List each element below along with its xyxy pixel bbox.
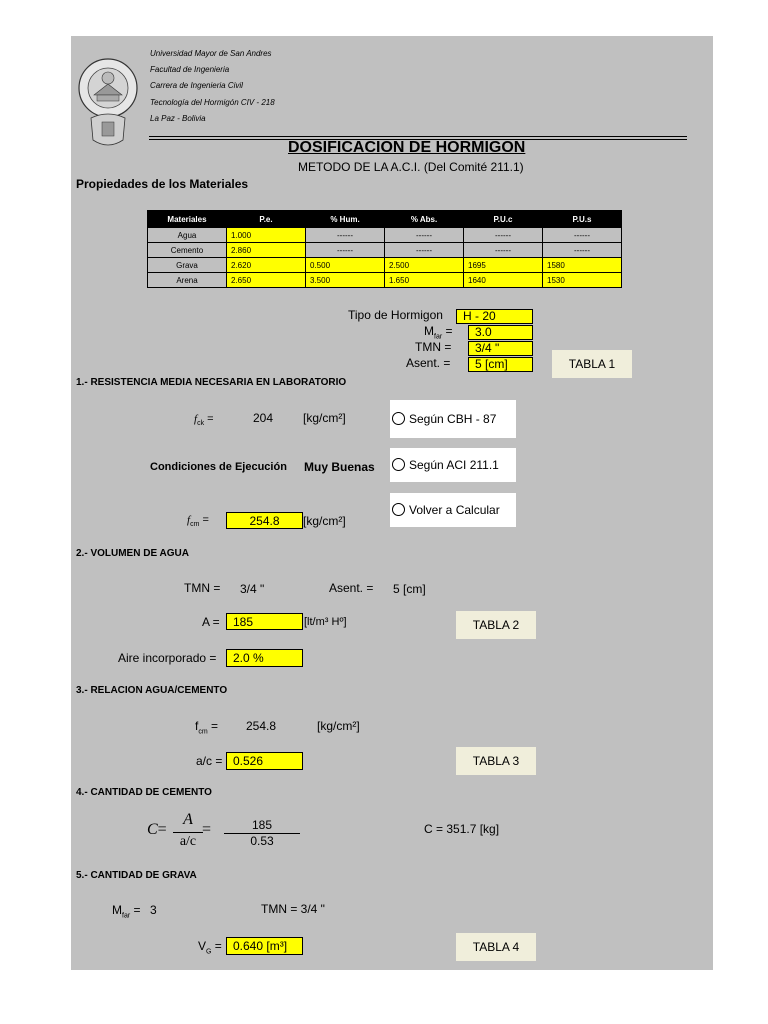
table-row [148, 228, 622, 243]
table-cell-input[interactable]: 1530 [543, 273, 622, 288]
asent-input[interactable]: 5 [cm] [468, 357, 533, 372]
header-line: Facultad de Ingenieria [150, 65, 230, 75]
tmn-label-2: TMN = [184, 581, 221, 595]
conditions-value: Muy Buenas [304, 460, 375, 474]
aire-value-box[interactable]: 2.0 % [226, 649, 303, 667]
fck-unit: [kg/cm²] [303, 411, 346, 425]
table-cell: ------ [385, 243, 464, 258]
tabla2-button[interactable]: TABLA 2 [456, 611, 536, 639]
formula-c: C= [147, 821, 167, 838]
tmn-input[interactable]: 3/4 " [468, 341, 533, 356]
a-value-box[interactable]: 185 [226, 613, 303, 630]
header-line: Universidad Mayor de San Andres [150, 49, 272, 58]
radio-circle-icon[interactable] [392, 503, 405, 516]
radio-circle-icon[interactable] [392, 412, 405, 425]
header-rule [149, 136, 687, 137]
aire-label: Aire incorporado = [118, 651, 217, 665]
table-cell: Arena [148, 273, 227, 288]
section3-heading: 3.- RELACION AGUA/CEMENTO [76, 685, 228, 696]
table-cell-input[interactable]: 2.500 [385, 258, 464, 273]
tabla3-button[interactable]: TABLA 3 [456, 747, 536, 775]
page-title: DOSIFICACION DE HORMIGON [288, 139, 526, 156]
table-cell-input[interactable]: 1695 [464, 258, 543, 273]
mfar-value-5: 3 [150, 903, 157, 917]
asent-value-2: 5 [cm] [393, 582, 426, 596]
mfar-input[interactable]: 3.0 [468, 325, 533, 340]
properties-heading: Propiedades de los Materiales [76, 177, 249, 191]
table-cell: Agua [148, 228, 227, 243]
radio-cbh87[interactable]: Según CBH - 87 [390, 400, 516, 438]
tmn-text-5: TMN = 3/4 " [261, 902, 325, 916]
asent-label-2: Asent. = [329, 581, 374, 595]
table-cell: Grava [148, 258, 227, 273]
section1-heading: 1.- RESISTENCIA MEDIA NECESARIA EN LABORATORIO [76, 377, 347, 388]
spreadsheet-sheet [71, 36, 713, 970]
table-cell-input[interactable]: 2.860 [227, 243, 306, 258]
vg-label: $V_G$ = [198, 939, 222, 956]
table-row [148, 273, 622, 288]
tabla1-button[interactable]: TABLA 1 [552, 350, 632, 378]
section2-heading: 2.- VOLUMEN DE AGUA [76, 548, 189, 559]
conditions-label: Condiciones de Ejecución [150, 461, 287, 473]
fck-value: 204 [253, 411, 274, 425]
ac-value-box[interactable]: 0.526 [226, 752, 303, 770]
table-cell-input[interactable]: 0.500 [306, 258, 385, 273]
table-cell-input[interactable]: 1.650 [385, 273, 464, 288]
mfar-label: $M_{far}$ = [424, 324, 453, 341]
table-cell-input[interactable]: 3.500 [306, 273, 385, 288]
radio-aci211[interactable]: Según ACI 211.1 [390, 448, 516, 482]
table-cell: ------ [543, 243, 622, 258]
a-unit: [lt/m³ Hº] [304, 616, 347, 628]
tmn-label: TMN = [415, 340, 452, 354]
section5-heading: 5.- CANTIDAD DE GRAVA [76, 870, 197, 881]
column-header: P.U.s [543, 211, 622, 228]
table-cell: ------ [306, 228, 385, 243]
fcm-unit-3: [kg/cm²] [317, 719, 360, 733]
table-cell-input[interactable]: 1580 [543, 258, 622, 273]
table-cell-input[interactable]: 2.650 [227, 273, 306, 288]
formula-eq2: = [202, 821, 212, 838]
table-cell: ------ [464, 243, 543, 258]
numerator-value: 185 [251, 818, 273, 832]
table-header-row [148, 211, 622, 228]
column-header: % Hum. [306, 211, 385, 228]
column-header: P.e. [227, 211, 306, 228]
denominator-value: 0.53 [250, 834, 274, 848]
radio-circle-icon[interactable] [392, 458, 405, 471]
university-seal-logo [77, 40, 139, 154]
materials-table [147, 210, 622, 288]
formula-numerator: A [183, 811, 193, 828]
header-line: La Paz - Bolivia [150, 113, 206, 123]
institution-header [150, 46, 275, 127]
fck-label: $f_{ck}$ = [194, 413, 214, 428]
radio-volver-calcular[interactable]: Volver a Calcular [390, 493, 516, 527]
tipo-hormigon-label: Tipo de Hormigon [348, 308, 443, 322]
column-header: Materiales [148, 211, 227, 228]
table-cell-input[interactable]: 1.000 [227, 228, 306, 243]
table-cell: ------ [385, 228, 464, 243]
fcm-label-3: $f_{cm}$ = [195, 719, 219, 736]
mfar-label-5: $M_{far}$ = [112, 903, 141, 920]
header-line: Tecnología del Hormigón CIV - 218 [150, 97, 275, 107]
asent-label: Asent. = [406, 356, 451, 370]
fcm-value-box[interactable]: 254.8 [226, 512, 303, 529]
formula-fraction-line [173, 832, 203, 833]
fcm-unit: [kg/cm²] [303, 514, 346, 528]
vg-value-box[interactable]: 0.640 [m³] [226, 937, 303, 955]
ac-label: a/c = [196, 754, 223, 768]
header-line: Carrera de Ingenieria Civil [150, 81, 243, 91]
tipo-hormigon-input[interactable]: H - 20 [456, 309, 533, 324]
tabla4-button[interactable]: TABLA 4 [456, 933, 536, 961]
table-cell: ------ [464, 228, 543, 243]
fcm-value-3: 254.8 [246, 719, 277, 733]
fcm-label: $f_{cm}$ = [187, 514, 209, 529]
table-cell-input[interactable]: 2.620 [227, 258, 306, 273]
cement-result: C = 351.7 [kg] [424, 822, 500, 836]
column-header: % Abs. [385, 211, 464, 228]
column-header: P.U.c [464, 211, 543, 228]
formula-denominator: a/c [179, 834, 197, 849]
page-subtitle: METODO DE LA A.C.I. (Del Comité 211.1) [298, 160, 524, 174]
table-cell: ------ [306, 243, 385, 258]
table-cell: ------ [543, 228, 622, 243]
table-cell-input[interactable]: 1640 [464, 273, 543, 288]
tmn-value-2: 3/4 " [240, 582, 265, 596]
table-row [148, 243, 622, 258]
table-row [148, 258, 622, 273]
a-label: A = [202, 615, 220, 629]
section4-heading: 4.- CANTIDAD DE CEMENTO [76, 787, 212, 798]
table-cell: Cemento [148, 243, 227, 258]
